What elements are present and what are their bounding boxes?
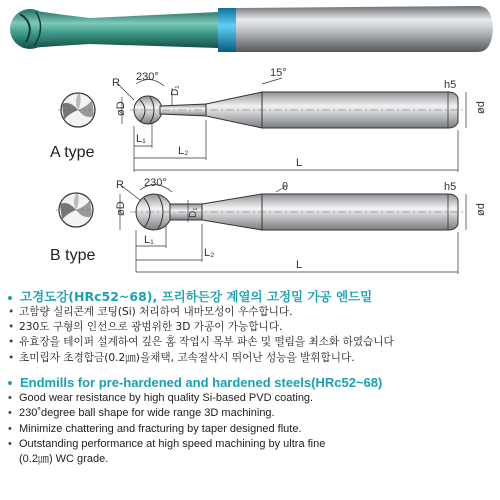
korean-list — [6, 305, 498, 366]
a-l-label: L — [296, 157, 303, 169]
b-l-label: L — [296, 259, 303, 271]
a-angle-label: 230° — [136, 71, 159, 83]
a-taper-angle-label: 15° — [270, 67, 287, 79]
list-item: • Minimize chattering and fracturing by taper designed flute. — [6, 422, 498, 437]
b-r-label: R — [116, 179, 124, 191]
b-l2-label: L₂ — [204, 247, 215, 259]
title-bullet-icon — [8, 381, 12, 385]
a-h5-label: h5 — [444, 79, 457, 91]
list-item: • Outstanding performance at high speed machining by ultra fine — [6, 437, 498, 452]
b-type-label: B type — [50, 247, 96, 264]
list-item: • 고함량 실리콘계 코팅(Si) 처리하여 내마모성이 우수합니다. — [6, 305, 498, 320]
b-type-drawing — [50, 177, 487, 274]
title-bullet-icon — [8, 296, 12, 300]
list-item-continuation: (0.2㎛) WC grade. — [19, 453, 109, 466]
b-od-label: øD — [115, 201, 127, 216]
a-d1-label: D₁ — [170, 85, 181, 96]
a-r-label: R — [112, 77, 120, 89]
b-h5-label: h5 — [444, 181, 457, 193]
a-od-label: øD — [115, 101, 127, 116]
list-item: • Good wear resistance by high quality Si-based PVD coating. — [6, 391, 498, 406]
endmill-photo — [10, 6, 493, 52]
english-title: Endmills for pre-hardened and hardened steels(HRc52~68) — [6, 374, 498, 391]
features-section — [6, 288, 498, 468]
list-item: • 230˚degree ball shape for wide range 3D machining. — [6, 406, 498, 421]
b-l1-label: L₁ — [144, 234, 154, 246]
b-dshank-label: ød — [475, 203, 487, 216]
b-d1-label: D₁ — [188, 207, 199, 218]
b-angle-label: 230° — [144, 177, 167, 189]
korean-title: 고경도강(HRc52~68), 프리하든강 계열의 고정밀 가공 엔드밀 — [6, 288, 498, 305]
list-item: • 230도 구형의 인선으로 광범위한 3D 가공이 가능합니다. — [6, 320, 498, 335]
a-type-label: A type — [50, 144, 95, 161]
list-item: • 유효장을 테이퍼 설계하여 깊은 홈 작업시 목부 파손 및 떨림을 최소화 하였습니다 — [6, 335, 498, 350]
a-dshank-label: ød — [475, 101, 487, 114]
a-l1-label: L₁ — [136, 133, 146, 145]
a-l2-label: L₂ — [178, 145, 189, 157]
list-item: • 초미립자 초경합금(0.2㎛)을채택, 고속절삭시 뛰어난 성능을 발휘합니다. — [6, 351, 498, 366]
a-type-drawing — [50, 67, 487, 172]
english-list — [6, 391, 498, 468]
b-theta-label: θ — [282, 181, 289, 193]
